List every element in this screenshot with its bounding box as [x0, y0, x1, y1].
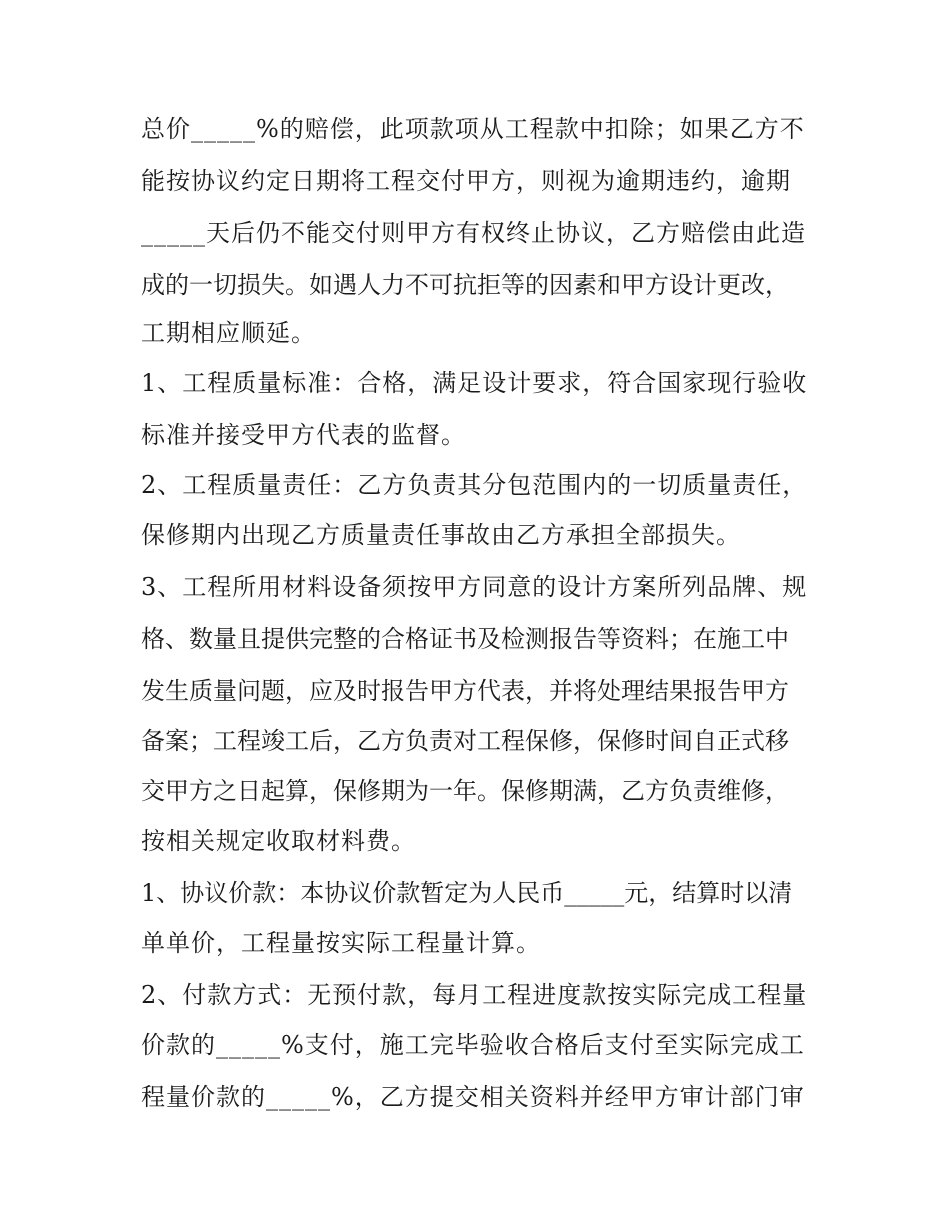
text-line: 按相关规定收取材料费。 [141, 827, 416, 855]
text-line: 1、协议价款：本协议价款暂定为人民币_____元，结算时以清 [141, 879, 793, 907]
text-line: 成的一切损失。如遇人力不可抗拒等的因素和甲方设计更改， [141, 271, 789, 299]
text-line: 2、付款方式：无预付款，每月工程进度款按实际完成工程量 [141, 981, 808, 1009]
text-line: 程量价款的_____%，乙方提交相关资料并经甲方审计部门审 [141, 1083, 805, 1111]
text-line: 备案；工程竣工后，乙方负责对工程保修，保修时间自正式移 [141, 727, 789, 755]
text-line: 1、工程质量标准：合格，满足设计要求，符合国家现行验收 [141, 369, 808, 397]
text-line: 发生质量问题，应及时报告甲方代表，并将处理结果报告甲方 [141, 677, 789, 705]
text-line: 能按协议约定日期将工程交付甲方，则视为逾期违约，逾期 [141, 167, 791, 195]
text-line: 3、工程所用材料设备须按甲方同意的设计方案所列品牌、规 [141, 573, 808, 601]
text-line: 工期相应顺延。 [141, 319, 316, 347]
text-line: 格、数量且提供完整的合格证书及检测报告等资料；在施工中 [141, 625, 789, 653]
text-line: 交甲方之日起算，保修期为一年。保修期满，乙方负责维修， [141, 777, 789, 805]
text-line: 单单价，工程量按实际工程量计算。 [141, 929, 541, 957]
text-line: _____天后仍不能交付则甲方有权终止协议，乙方赔偿由此造 [141, 219, 806, 247]
text-line: 2、工程质量责任：乙方负责其分包范围内的一切质量责任， [141, 471, 808, 499]
text-line: 价款的_____%支付，施工完毕验收合格后支付至实际完成工 [141, 1031, 805, 1059]
text-line: 保修期内出现乙方质量责任事故由乙方承担全部损失。 [141, 521, 741, 549]
text-line: 总价_____%的赔偿，此项款项从工程款中扣除；如果乙方不 [141, 115, 805, 143]
text-line: 标准并接受甲方代表的监督。 [141, 421, 466, 449]
